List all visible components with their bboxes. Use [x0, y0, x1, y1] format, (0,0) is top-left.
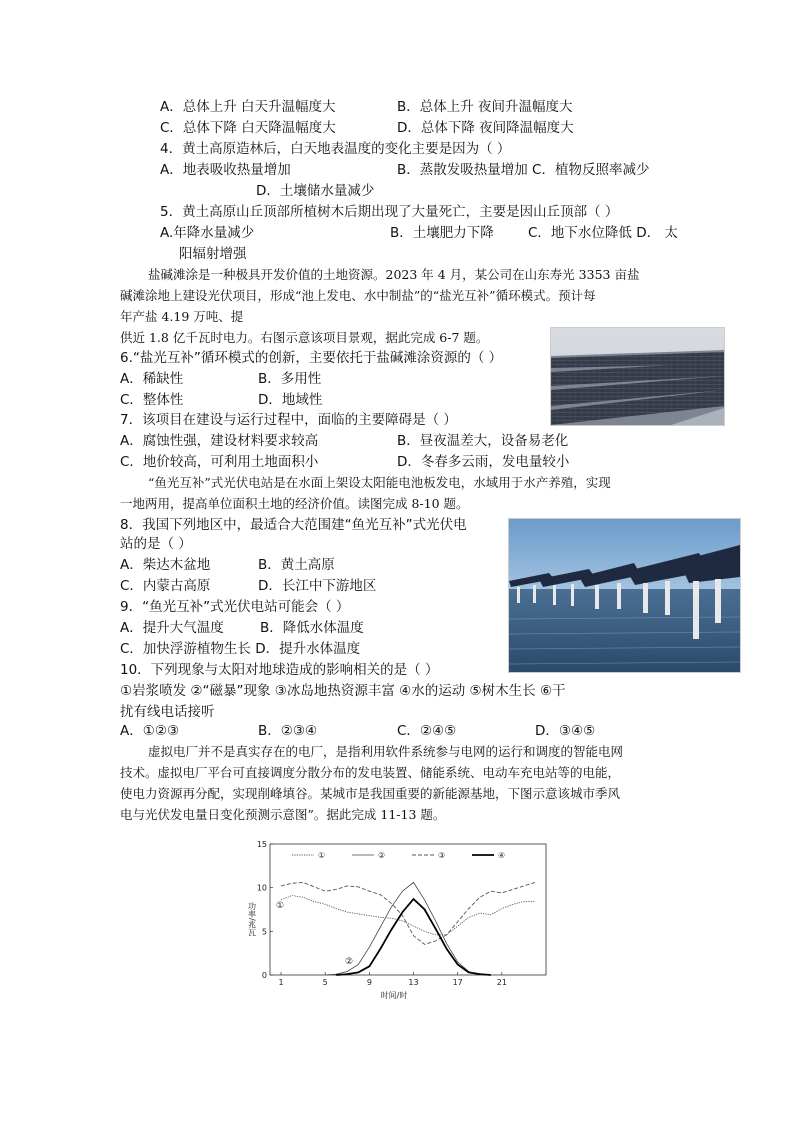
q3-option-c: C．总体下降 白天降温幅度大: [160, 120, 336, 136]
q10-option-a: A．①②③: [120, 723, 180, 739]
passage1-line1: 盐碱滩涂是一种极具开发价值的土地资源。2023 年 4 月，某公司在山东寿光 3353 亩盐: [148, 267, 640, 282]
q4-option-a: A．地表吸收热量增加: [160, 162, 291, 178]
x-tick-label: 5: [322, 978, 328, 987]
x-tick-label: 21: [496, 978, 507, 987]
chart-y-axis-label: 功率/兆瓦: [247, 902, 257, 937]
x-tick-label: 13: [408, 978, 419, 987]
q10-option-b: B．②③④: [258, 723, 318, 739]
fish-solar-photo: [508, 518, 741, 673]
chart-plot-frame: [270, 844, 546, 975]
q9-option-cd: C．加快浮游植物生长 D．提升水体温度: [120, 641, 361, 657]
passage3-line3: 使电力资源再分配，实现削峰填谷。某城市是我国重要的新能源基地，下图示意该城市季风: [120, 786, 621, 801]
q8-stem-line1: 8．我国下列地区中，最适合大范围建“鱼光互补”式光伏电: [120, 517, 467, 533]
q6-stem: 6.“盐光互补”循环模式的创新，主要依托于盐碱滩涂资源的（ ）: [120, 350, 503, 366]
y-tick-label: 15: [256, 840, 267, 849]
chart-x-axis-label: 时间/时: [380, 991, 408, 1000]
q8-option-c: C．内蒙古高原: [120, 578, 211, 594]
y-tick-label: 5: [261, 927, 267, 937]
q3-option-d: D．总体下降 夜间降温幅度大: [397, 120, 574, 136]
passage3-line2: 技术。虚拟电厂平台可直接调度分散分布的发电装置、储能系统、电动车充电站等的电能，: [120, 765, 621, 780]
q8-stem-line2: 站的是（ ）: [120, 536, 192, 552]
x-tick-label: 1: [278, 978, 284, 987]
q10-option-d: D．③④⑤: [535, 723, 596, 739]
q7-option-d: D．冬春多云雨，发电量较小: [397, 454, 570, 470]
q10-items-cont: 扰有线电话接听: [120, 704, 215, 720]
q7-option-a: A．腐蚀性强，建设材料要求较高: [120, 433, 319, 449]
q7-stem: 7．该项目在建设与运行过程中，面临的主要障碍是（ ）: [120, 412, 457, 428]
q6-option-c: C．整体性: [120, 392, 184, 408]
curve-label-2: ②: [344, 957, 354, 967]
passage3-line4: 电与光伏发电量日变化预测示意图”。据此完成 11-13 题。: [120, 807, 446, 822]
q9-option-a: A．提升大气温度: [120, 620, 224, 636]
legend-label-2: ②: [378, 851, 386, 860]
legend-label-4: ④: [498, 851, 506, 860]
q7-option-c: C．地价较高，可利用土地面积小: [120, 454, 319, 470]
legend-label-3: ③: [438, 851, 446, 860]
q4-stem: 4．黄土高原造林后，白天地表温度的变化主要是因为（ ）: [160, 141, 511, 157]
passage1-line3: 年产盐 4.19 万吨、提: [120, 309, 244, 324]
passage3-line1: 虚拟电厂并不是真实存在的电厂，是指利用软件系统参与电网的运行和调度的智能电网: [148, 744, 624, 759]
q9-option-b: B．降低水体温度: [260, 620, 364, 636]
q5-option-a: A.年降水量减少: [160, 225, 255, 241]
series-line-1: [281, 896, 535, 935]
legend-label-1: ①: [318, 851, 326, 860]
passage1-line4: 供近 1.8 亿千瓦时电力。右图示意该项目景观，据此完成 6-7 题。: [120, 330, 489, 345]
x-tick-label: 9: [366, 978, 372, 987]
q5-option-d-cont: 阳辐射增强: [179, 246, 247, 262]
y-tick-label: 10: [256, 883, 267, 893]
q5-option-b: B．土壤肥力下降: [390, 225, 494, 241]
series-line-4: [336, 899, 491, 975]
q6-option-a: A．稀缺性: [120, 371, 184, 387]
q10-option-c: C．②④⑤: [397, 723, 457, 739]
q10-items: ①岩浆喷发 ②“磁暴”现象 ③冰岛地热资源丰富 ④水的运动 ⑤树木生长 ⑥干: [120, 683, 566, 699]
series-line-3: [281, 882, 535, 944]
q8-option-b: B．黄土高原: [258, 557, 335, 573]
q3-option-b: B．总体上升 夜间升温幅度大: [397, 99, 573, 115]
solar-salt-field-photo: [550, 327, 725, 426]
y-tick-label: 0: [261, 971, 267, 980]
q5-option-cd: C．地下水位降低 D． 太: [528, 225, 678, 241]
passage2-line1: “鱼光互补”式光伏电站是在水面上架设太阳能电池板发电，水域用于水产养殖，实现: [148, 475, 611, 490]
power-chart: [244, 836, 554, 1002]
q3-option-a: A．总体上升 白天升温幅度大: [160, 99, 336, 115]
q8-option-a: A．柴达木盆地: [120, 557, 211, 573]
q4-option-d: D．土壤储水量减少: [256, 183, 375, 199]
q8-option-d: D．长江中下游地区: [258, 578, 377, 594]
q6-option-b: B．多用性: [258, 371, 322, 387]
q4-option-bc: B．蒸散发吸热量增加 C．植物反照率减少: [397, 162, 650, 178]
passage2-line2: 一地两用，提高单位面积土地的经济价值。读图完成 8-10 题。: [120, 496, 469, 511]
q7-option-b: B．昼夜温差大，设备易老化: [397, 433, 569, 449]
q5-stem: 5．黄土高原山丘顶部所植树木后期出现了大量死亡，主要是因山丘顶部（ ）: [160, 204, 619, 220]
curve-label-1: ①: [275, 901, 285, 911]
q9-stem: 9．“鱼光互补”式光伏电站可能会（ ）: [120, 599, 350, 615]
q6-option-d: D．地域性: [258, 392, 323, 408]
passage1-line2: 碱滩涂地上建设光伏项目，形成“池上发电、水中制盐”的“盐光互补”循环模式。预计每: [120, 288, 596, 303]
x-tick-label: 17: [452, 978, 463, 987]
q10-stem: 10．下列现象与太阳对地球造成的影响相关的是（ ）: [120, 662, 439, 678]
